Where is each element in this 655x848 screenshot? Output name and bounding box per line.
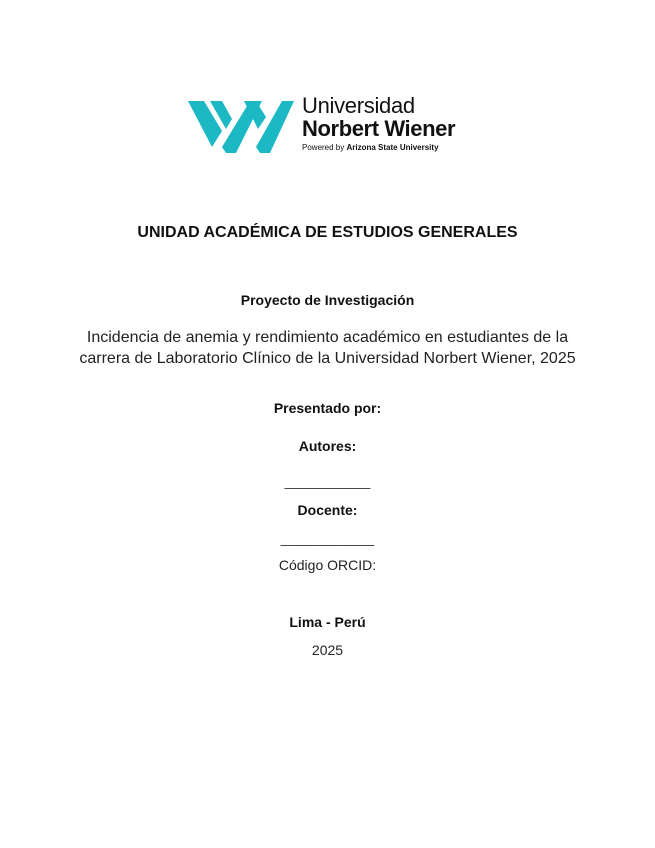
teacher-blank-line: ____________ xyxy=(280,530,375,546)
logo-powered-name: Arizona State University xyxy=(346,143,439,152)
academic-unit-title: UNIDAD ACADÉMICA DE ESTUDIOS GENERALES xyxy=(137,224,518,241)
logo-powered-by xyxy=(302,141,455,155)
year-label: 2025 xyxy=(311,642,344,658)
authors-label: Autores: xyxy=(298,438,357,454)
university-logo-mark-icon xyxy=(186,95,296,155)
project-label: Proyecto de Investigación xyxy=(240,292,415,308)
thesis-title: Incidencia de anemia y rendimiento académico en estudiantes de la carrera de Laboratorio Clínico de la Universidad Norbert Wiener, 2025 xyxy=(79,329,576,367)
logo-powered-prefix: Powered by xyxy=(302,143,345,152)
logo-line-1: Universidad xyxy=(302,93,415,118)
authors-blank-line: ___________ xyxy=(284,473,371,489)
place-label: Lima - Perú xyxy=(289,614,366,630)
orcid-label: Código ORCID: xyxy=(278,557,377,573)
university-logo-wordmark xyxy=(302,95,455,155)
logo-line-2: Norbert Wiener xyxy=(302,116,456,141)
presented-by-label: Presentado por: xyxy=(273,400,382,416)
university-logo xyxy=(186,95,476,157)
teacher-label: Docente: xyxy=(297,502,358,518)
